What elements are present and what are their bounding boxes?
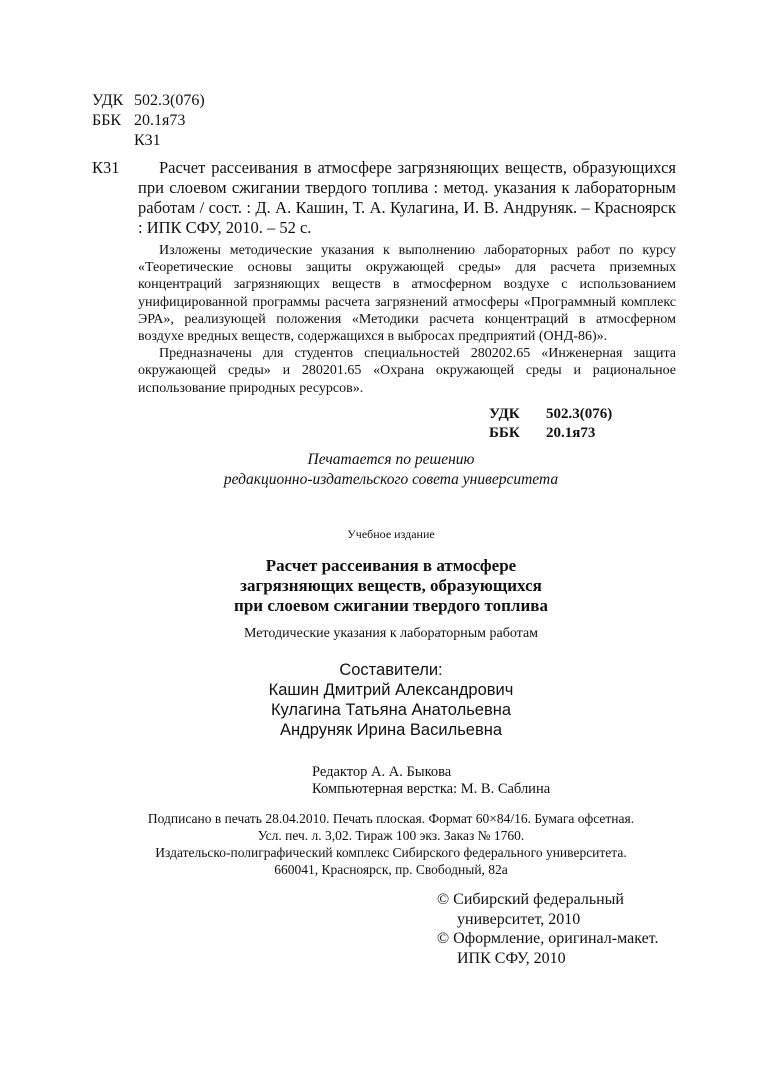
bbk-label: ББК [92, 112, 122, 129]
book-title [0, 556, 764, 616]
entry-author-mark: К31 [92, 158, 120, 177]
print-decision-line-2: редакционно-издательского совета университета [223, 471, 559, 488]
copyright-block [437, 890, 658, 968]
bbk-value: 20.1я73 [546, 425, 596, 441]
bbk-value: 20.1я73 [134, 112, 186, 129]
editorial-staff [312, 764, 550, 798]
title-line-1: Расчет рассеивания в атмосфере [265, 556, 517, 575]
copyright-layout: © Оформление, оригинал-макет. [437, 930, 659, 948]
udk-value: 502.3(076) [134, 92, 205, 109]
composer-name: Кулагина Татьяна Анатольевна [270, 701, 512, 719]
udk-value: 502.3(076) [546, 406, 613, 422]
abstract-paragraph-2: Предназначены для студентов специальностей 280202.65 «Инженерная защита окружающей среды» и 280201.65 «Охрана окружающей среды и рациональное использование природных ресурсов». [138, 346, 676, 396]
udk-label: УДК [489, 406, 520, 422]
copyright-university: © Сибирский федеральный [437, 891, 624, 908]
imprint-line-4: 660041, Красноярск, пр. Свободный, 82а [274, 862, 508, 877]
imprint-line-1: Подписано в печать 28.04.2010. Печать плоская. Формат 60×84/16. Бумага офсетная. [147, 811, 635, 826]
composer-name: Кашин Дмитрий Александрович [268, 681, 514, 699]
title-line-3: при слоевом сжигании твердого топлива [234, 596, 548, 615]
abstract [138, 242, 676, 397]
editor: Редактор А. А. Быкова [312, 764, 452, 780]
composer-name: Андруняк Ирина Васильевна [279, 721, 503, 739]
bbk-label: ББК [489, 425, 520, 441]
layout-designer: Компьютерная верстка: М. В. Саблина [312, 781, 551, 797]
print-imprint [0, 810, 764, 878]
classification-codes-bold [489, 405, 612, 443]
copyright-university-cont: университет, 2010 [457, 910, 581, 928]
udk-label: УДК [92, 92, 124, 109]
print-decision [0, 450, 764, 490]
bibliographic-entry: Расчет рассеивания в атмосфере загрязняющих веществ, образующихся при слоевом сжигании твердого топлива : метод. указания к лабораторным работам / сост. : Д. А. Кашин, Т. А. Кулагина, И. В. Андруняк. – Красноярск : ИПК СФУ, 2010. – 52 с. [138, 158, 676, 237]
composers [0, 660, 764, 740]
edition-type: Учебное издание [347, 527, 435, 541]
imprint-line-3: Издательско-полиграфический комплекс Сибирского федерального университета. [155, 845, 627, 860]
print-decision-line-1: Печатается по решению [307, 451, 475, 468]
composers-heading: Составители: [339, 661, 443, 679]
book-subtitle: Методические указания к лабораторным работам [243, 626, 539, 641]
imprint-line-2: Усл. печ. л. 3,02. Тираж 100 экз. Заказ № 1760. [257, 828, 525, 843]
author-mark: К31 [134, 132, 161, 149]
classification-codes [92, 91, 205, 151]
title-line-2: загрязняющих веществ, образующихся [240, 576, 542, 595]
abstract-paragraph-1: Изложены методические указания к выполнению лабораторных работ по курсу «Теоретические основы защиты окружающей среды» для расчета приземных концентраций загрязняющих веществ в атмосферном воздухе с использованием унифицированной программы расчета загрязнений атмосферы «Программный комплекс ЭРА», реализующей положения «Методики расчета концентраций в атмосферном воздухе вредных веществ, содержащихся в выбросах предприятий (ОНД-86)». [138, 243, 676, 345]
copyright-layout-cont: ИПК СФУ, 2010 [457, 949, 566, 967]
